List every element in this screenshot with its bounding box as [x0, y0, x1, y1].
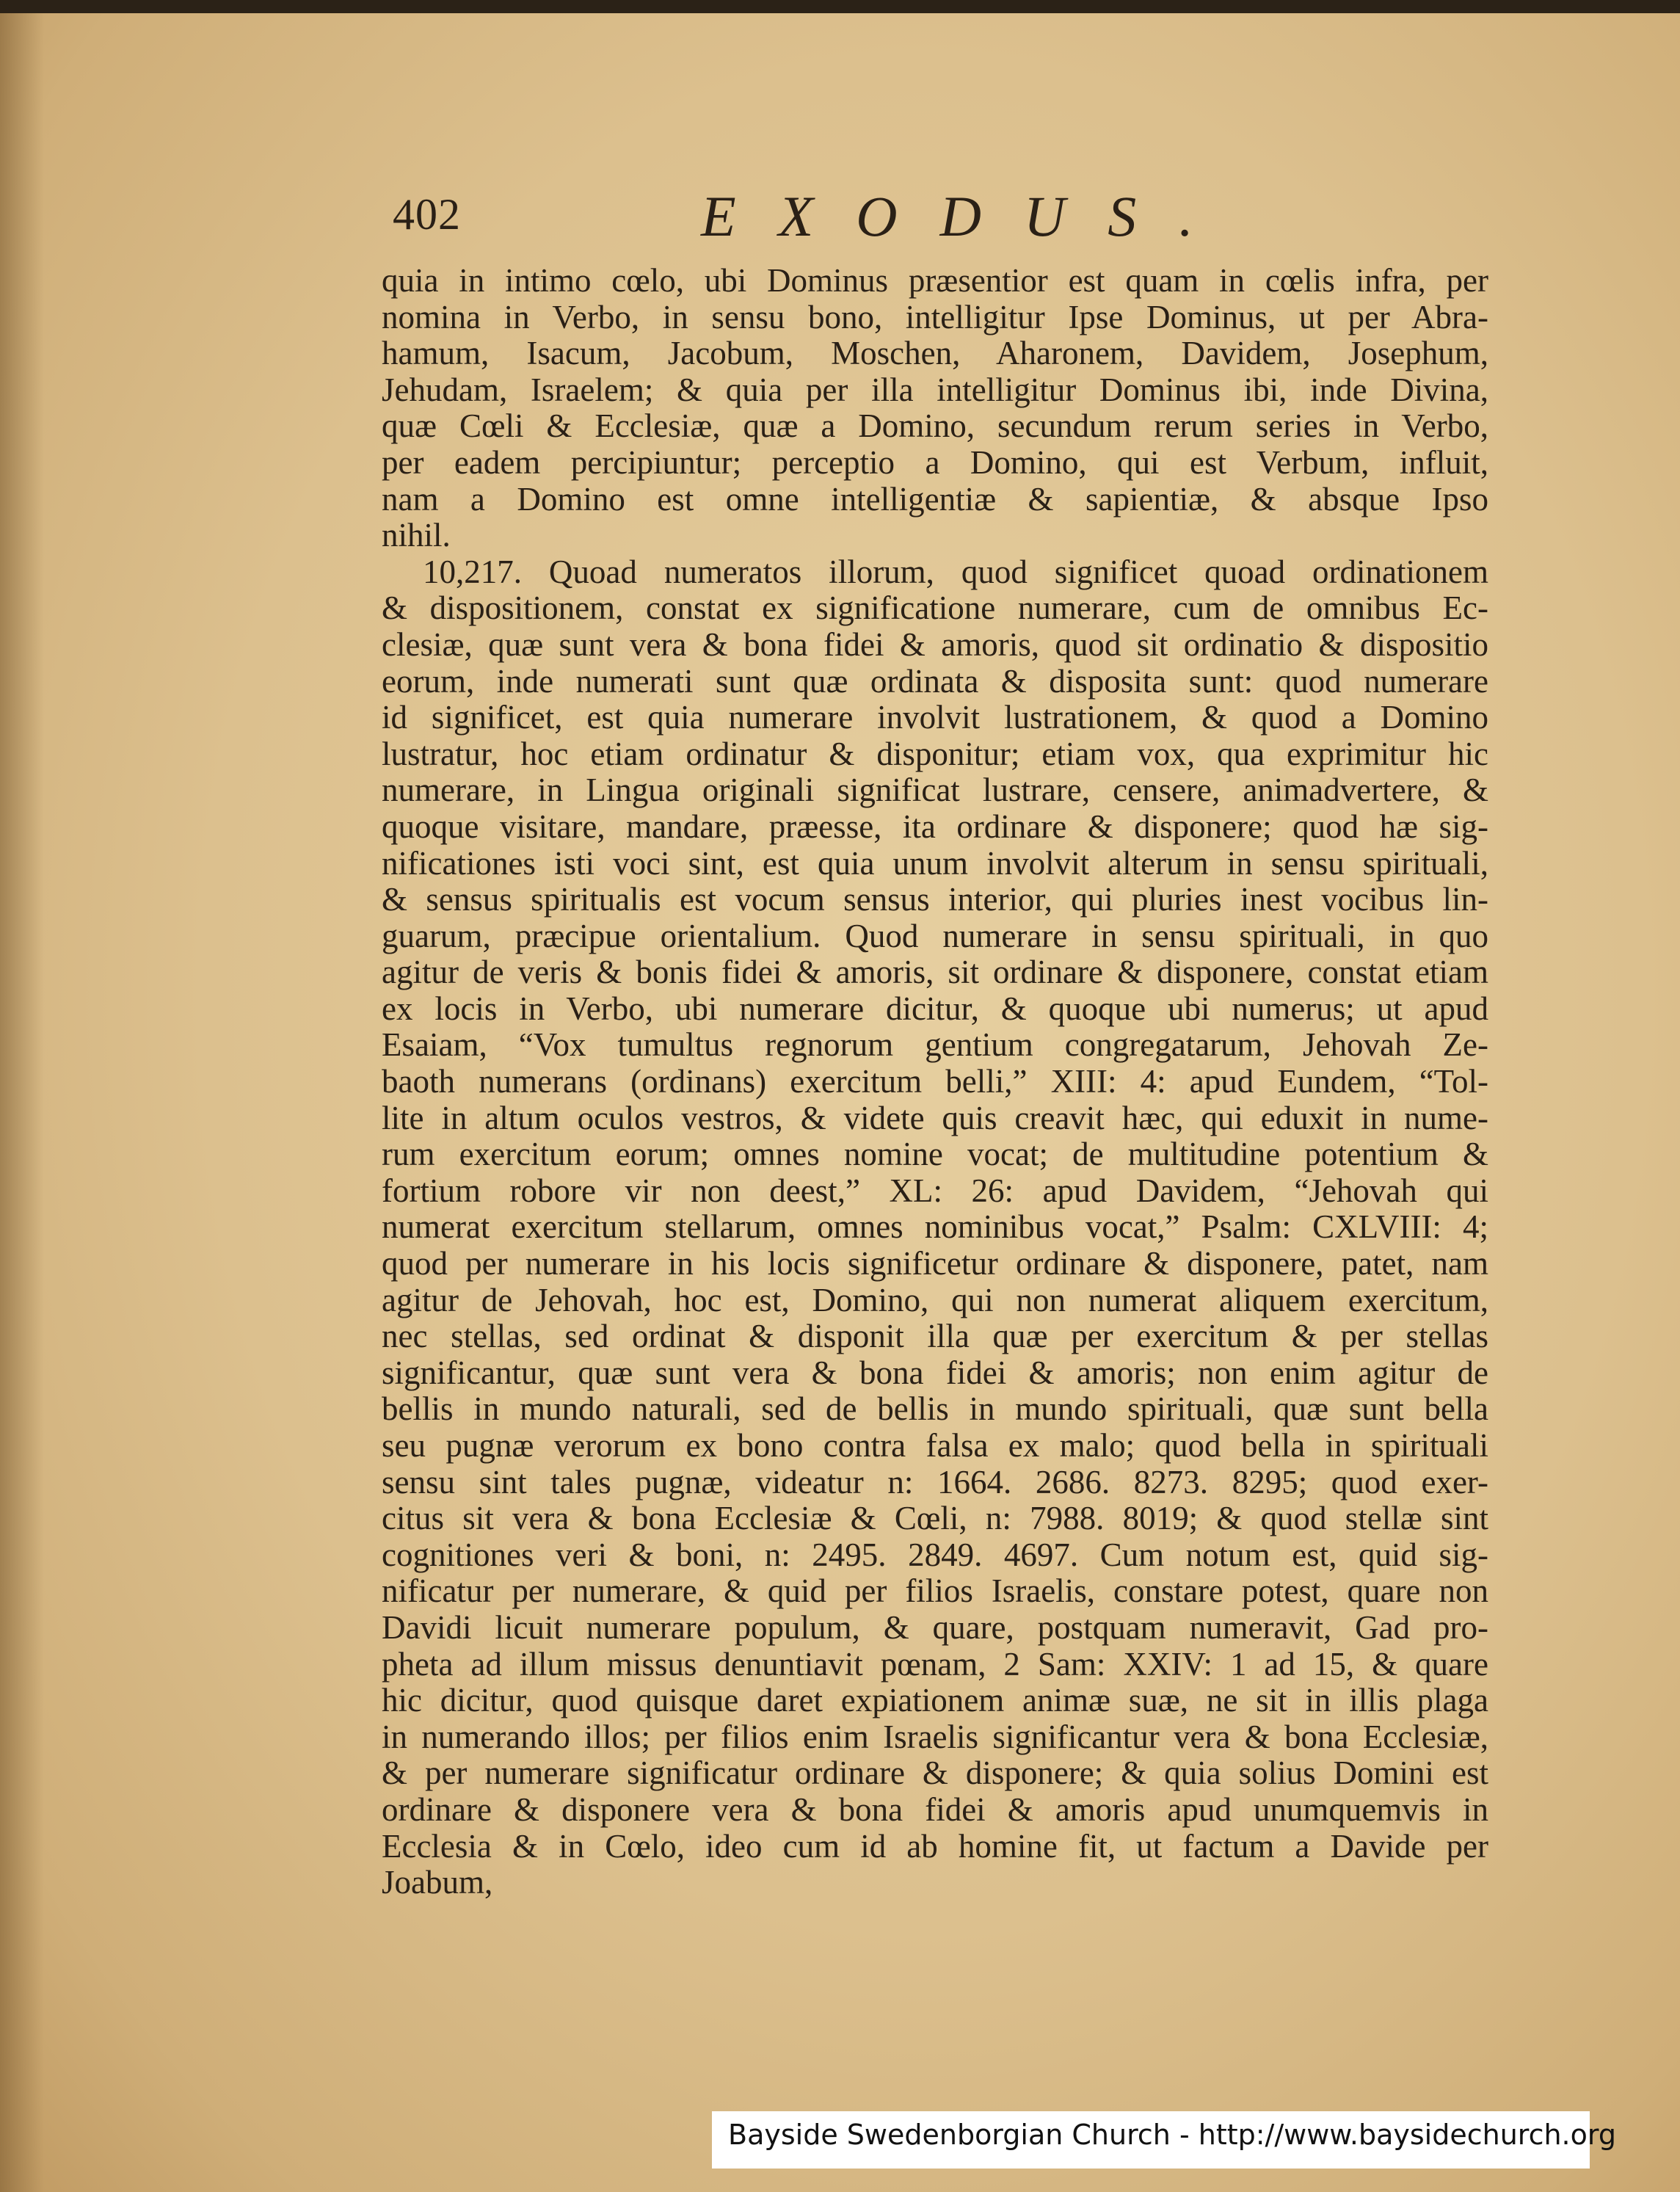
text-line: hamum, Isacum, Jacobum, Moschen, Aharonem, Davidem, Josephum, [382, 335, 1488, 372]
text-line: nec stellas, sed ordinat & disponit illa quæ per exercitum & per stellas [382, 1318, 1488, 1355]
watermark-banner [712, 2111, 1616, 2169]
page-number: 402 [393, 190, 461, 239]
page-header [393, 184, 1486, 250]
text-line: agitur de Jehovah, hoc est, Domino, qui non numerat aliquem exercitum, [382, 1282, 1488, 1318]
text-line: citus sit vera & bona Ecclesiæ & Cœli, n: 7988. 8019; & quod stellæ sint [382, 1500, 1488, 1537]
text-line: Esaiam, “Vox tumultus regnorum gentium congregatarum, Jehovah Ze- [382, 1027, 1488, 1064]
text-line: quoque visitare, mandare, præesse, ita ordinare & disponere; quod hæ sig- [382, 808, 1488, 845]
text-line: numerare, in Lingua originali significat lustrare, censere, animadvertere, & [382, 772, 1488, 809]
text-line: sensu sint tales pugnæ, videatur n: 1664. 2686. 8273. 8295; quod exer- [382, 1464, 1488, 1500]
text-line: lustratur, hoc etiam ordinatur & disponitur; etiam vox, qua exprimitur hic [382, 736, 1488, 772]
text-line: & sensus spiritualis est vocum sensus interior, qui pluries inest vocibus lin- [382, 882, 1488, 918]
text-line: id significet, est quia numerare involvit lustrationem, & quod a Domino [382, 700, 1488, 736]
text-line: nificatur per numerare, & quid per filios Israelis, constare potest, quare non [382, 1573, 1488, 1610]
text-line: agitur de veris & bonis fidei & amoris, sit ordinare & disponere, constat etiam [382, 954, 1488, 991]
book-page [0, 13, 1680, 2192]
running-title: EXODUS. [701, 184, 1236, 248]
text-line: bellis in mundo naturali, sed de bellis in mundo spirituali, quæ sunt bella [382, 1391, 1488, 1428]
text-line: per eadem percipiuntur; perceptio a Domino, qui est Verbum, influit, [382, 444, 1488, 481]
text-line: ex locis in Verbo, ubi numerare dicitur, & quoque ubi numerus; ut apud [382, 990, 1488, 1027]
text-line: Ecclesia & in Cœlo, ideo cum id ab homine fit, ut factum a Davide per [382, 1828, 1488, 1865]
text-line: seu pugnæ verorum ex bono contra falsa ex malo; quod bella in spirituali [382, 1428, 1488, 1464]
text-line: quia in intimo cœlo, ubi Dominus præsentior est quam in cœlis infra, per [382, 263, 1488, 299]
text-line: guarum, præcipue orientalium. Quod numerare in sensu spirituali, in quo [382, 918, 1488, 954]
text-line: hic dicitur, quod quisque daret expiationem animæ suæ, ne sit in illis plaga [382, 1683, 1488, 1719]
text-line: eorum, inde numerati sunt quæ ordinata & disposita sunt: quod numerare [382, 663, 1488, 700]
catchword [382, 1901, 1488, 1938]
text-line: ordinare & disponere vera & bona fidei & amoris apud unumquemvis in [382, 1791, 1488, 1828]
text-line: & dispositionem, constat ex significatione numerare, cum de omnibus Ec- [382, 590, 1488, 627]
text-line: quod per numerare in his locis significetur ordinare & disponere, patet, nam [382, 1246, 1488, 1282]
text-line: Joabum, [382, 1865, 493, 1901]
text-line: numerat exercitum stellarum, omnes nominibus vocat,” Psalm: CXLVIII: 4; [382, 1209, 1488, 1246]
text-line: rum exercitum eorum; omnes nomine vocat; de multitudine potentium & [382, 1136, 1488, 1173]
text-line: & per numerare significatur ordinare & disponere; & quia solius Domini est [382, 1755, 1488, 1792]
text-line: nihil. [382, 518, 451, 554]
text-line: 10,217. Quoad numeratos illorum, quod significet quoad ordinationem [423, 554, 1488, 590]
text-line: nam a Domino est omne intelligentiæ & sapientiæ, & absque Ipso [382, 481, 1488, 518]
watermark-text: Bayside Swedenborgian Church - http://www.baysidechurch.org [728, 2119, 1616, 2151]
text-line: significantur, quæ sunt vera & bona fidei & amoris; non enim agitur de [382, 1354, 1488, 1391]
text-line: clesiæ, quæ sunt vera & bona fidei & amoris, quod sit ordinatio & dispositio [382, 626, 1488, 663]
text-line: quæ Cœli & Ecclesiæ, quæ a Domino, secundum rerum series in Verbo, [382, 408, 1488, 445]
page-gutter-shadow [0, 13, 44, 2192]
text-line: nificationes isti voci sint, est quia unum involvit alterum in sensu spirituali, [382, 845, 1488, 882]
text-line: pheta ad illum missus denuntiavit pœnam, 2 Sam: XXIV: 1 ad 15, & quare [382, 1646, 1488, 1683]
text-line: nomina in Verbo, in sensu bono, intelligitur Ipse Dominus, ut per Abra- [382, 299, 1488, 335]
text-line: lite in altum oculos vestros, & videte quis creavit hæc, qui eduxit in nume- [382, 1100, 1488, 1136]
text-line: Jehudam, Israelem; & quia per illa intelligitur Dominus ibi, inde Divina, [382, 371, 1488, 408]
text-line: fortium robore vir non deest,” XL: 26: apud Davidem, “Jehovah qui [382, 1172, 1488, 1209]
text-line: Davidi licuit numerare populum, & quare, postquam numeravit, Gad pro- [382, 1609, 1488, 1646]
body-text [382, 263, 1488, 1937]
text-line: baoth numerans (ordinans) exercitum belli,” XIII: 4: apud Eundem, “Tol- [382, 1064, 1488, 1100]
text-line: cognitiones veri & boni, n: 2495. 2849. 4697. Cum notum est, quid sig- [382, 1536, 1488, 1573]
text-line: in numerando illos; per filios enim Israelis significantur vera & bona Ecclesiæ, [382, 1719, 1488, 1755]
